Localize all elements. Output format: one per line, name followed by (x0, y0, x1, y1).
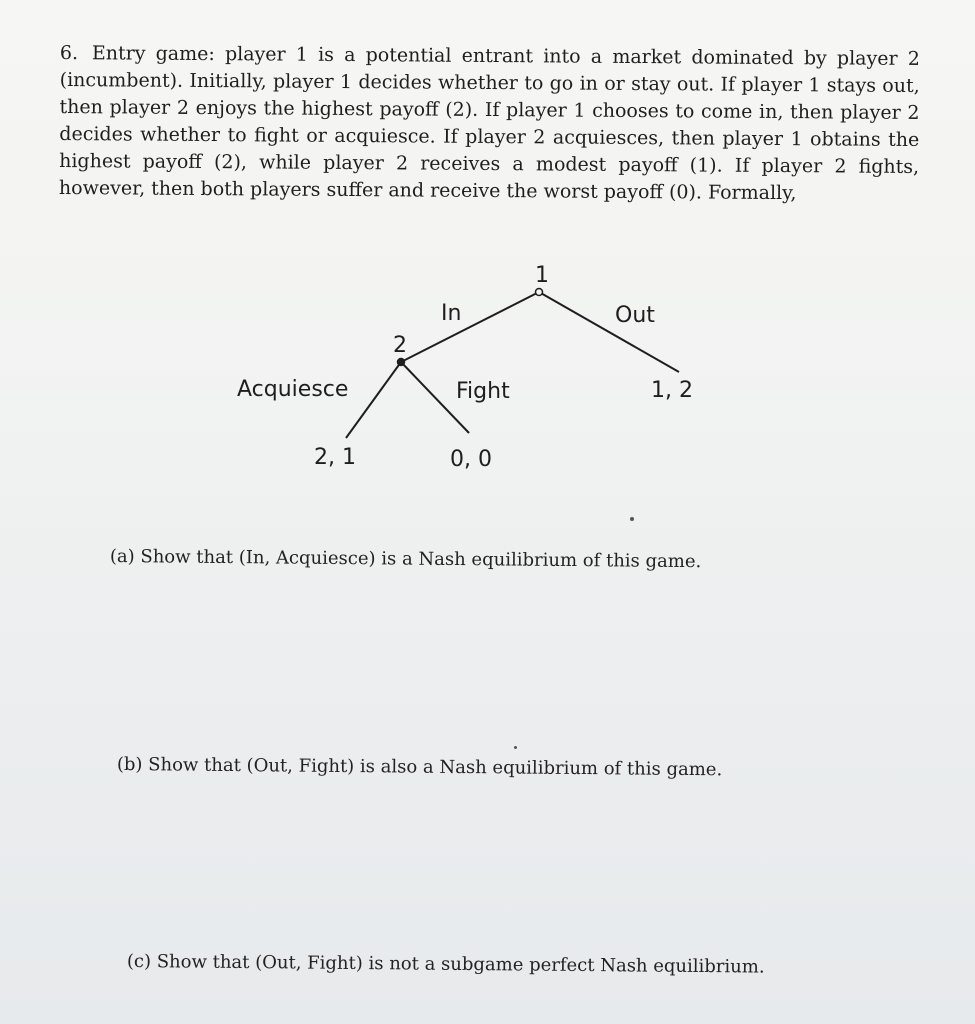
node-player-1 (536, 289, 543, 296)
question-part-c: (c) Show that (Out, Fight) is not a subgame perfect Nash equilibrium. (126, 951, 765, 978)
action-acquiesce-label: Acquiesce (237, 377, 349, 402)
action-fight-label: Fight (456, 379, 510, 404)
node-player-2 (398, 359, 405, 366)
stray-mark (630, 517, 634, 521)
problem-text: Entry game: player 1 is a potential entrant into a market dominated by player 2 (incumbent). Initially, player 1 decides whether to go in or stay out. If player 1 stays out, then player 2 enjoys the highest payoff (2). If player 1 chooses to come in, then player 2 decides whether to fight or acquiesce. If player 2 acquiesces, then player 1 obtains the highest payoff (2), while player 2 receives a modest payoff (1). If player 2 fights, however, then both players suffer and receive the worst payoff (0). Formally, (58, 42, 920, 205)
payoff-out: 1, 2 (651, 378, 693, 403)
action-out-label: Out (615, 303, 655, 328)
player-2-label: 2 (393, 333, 407, 358)
edge-in (401, 292, 539, 362)
edge-out (539, 292, 679, 372)
action-in-label: In (441, 301, 462, 326)
question-part-a: (a) Show that (In, Acquiesce) is a Nash equilibrium of this game. (109, 546, 702, 573)
edge-acquiesce (346, 362, 401, 438)
payoff-acquiesce: 2, 1 (314, 445, 356, 470)
payoff-fight: 0, 0 (450, 447, 492, 472)
player-1-label: 1 (535, 263, 549, 288)
question-part-b: (b) Show that (Out, Fight) is also a Nash equilibrium of this game. (116, 754, 723, 781)
problem-number: 6. (59, 41, 79, 65)
stray-mark (514, 746, 517, 749)
